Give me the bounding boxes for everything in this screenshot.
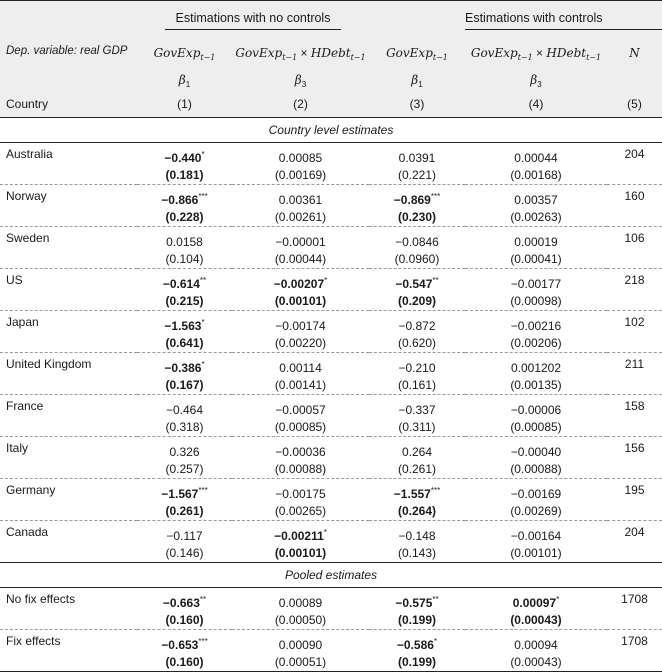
coefficient: −0.547 bbox=[395, 277, 433, 291]
estimate-cell bbox=[232, 630, 369, 672]
estimate-cell bbox=[369, 269, 465, 311]
standard-error: (0.228) bbox=[165, 210, 204, 224]
table-row bbox=[0, 479, 662, 521]
estimate-cell bbox=[369, 521, 465, 563]
estimate-cell bbox=[137, 395, 232, 437]
estimate-cell bbox=[465, 353, 607, 395]
table-row bbox=[0, 185, 662, 227]
standard-error: (0.00169) bbox=[274, 168, 327, 182]
observations: 1708 bbox=[621, 592, 648, 606]
coefficient: 0.00361 bbox=[278, 193, 323, 207]
variable-header-row bbox=[0, 35, 662, 92]
col1-header: GovExp$_{t-1}$ $\beta_1$ bbox=[153, 46, 216, 89]
estimate-cell bbox=[369, 437, 465, 479]
row-label: Germany bbox=[6, 483, 56, 497]
col3-header: GovExp$_{t-1}$ $\beta_1$ bbox=[386, 46, 448, 89]
col-number-1: (1) bbox=[137, 92, 232, 118]
significance-stars: * bbox=[556, 595, 560, 604]
col-number-4: (4) bbox=[465, 92, 607, 118]
estimate-cell bbox=[232, 311, 369, 353]
standard-error: (0.00085) bbox=[510, 420, 562, 434]
standard-error: (0.264) bbox=[397, 504, 437, 518]
standard-error: (0.00261) bbox=[274, 210, 327, 224]
coefficient: −0.663 bbox=[162, 596, 200, 610]
estimate-cell bbox=[232, 395, 369, 437]
significance-stars: * bbox=[201, 318, 205, 327]
coefficient: −0.00174 bbox=[275, 319, 326, 333]
coefficient: 0.00019 bbox=[514, 235, 558, 249]
coefficient: 0.326 bbox=[169, 445, 200, 459]
coefficient: −0.00006 bbox=[510, 403, 562, 417]
row-label: Italy bbox=[6, 441, 29, 455]
observations: 195 bbox=[624, 483, 645, 497]
standard-error: (0.160) bbox=[165, 655, 204, 669]
estimate-cell bbox=[137, 437, 232, 479]
estimate-cell bbox=[232, 479, 369, 521]
coefficient: −1.557 bbox=[393, 487, 431, 501]
significance-stars: *** bbox=[198, 486, 208, 495]
coefficient: −0.210 bbox=[398, 361, 436, 375]
coefficient: −1.563 bbox=[164, 319, 202, 333]
coefficient: −0.337 bbox=[398, 403, 436, 417]
coefficient: 0.00357 bbox=[514, 193, 558, 207]
coefficient: −0.00207 bbox=[273, 277, 325, 291]
standard-error: (0.00041) bbox=[510, 252, 562, 266]
standard-error: (0.143) bbox=[397, 546, 437, 560]
estimate-cell bbox=[137, 227, 232, 269]
country-label: Country bbox=[0, 92, 137, 118]
coefficient: 0.00094 bbox=[514, 638, 558, 652]
standard-error: (0.00101) bbox=[510, 546, 562, 560]
standard-error: (0.257) bbox=[165, 462, 204, 476]
estimate-cell bbox=[465, 185, 607, 227]
estimate-cell bbox=[137, 479, 232, 521]
estimate-cell bbox=[465, 269, 607, 311]
estimate-cell bbox=[369, 479, 465, 521]
significance-stars: ** bbox=[199, 276, 207, 285]
standard-error: (0.00098) bbox=[510, 294, 562, 308]
coefficient: −0.00164 bbox=[510, 529, 562, 543]
col2-header: GovExp$_{t-1}$ × HDebt$_{t-1}$ $\beta_3$ bbox=[235, 46, 366, 89]
coefficient: −0.386 bbox=[164, 361, 202, 375]
row-label: France bbox=[6, 399, 44, 413]
estimate-cell bbox=[137, 269, 232, 311]
estimate-cell bbox=[369, 143, 465, 185]
table-row bbox=[0, 269, 662, 311]
coefficient: −0.117 bbox=[166, 529, 203, 543]
section-header-pooled bbox=[0, 563, 662, 588]
row-label: Sweden bbox=[6, 231, 50, 245]
group-header-row bbox=[0, 1, 662, 36]
table-row bbox=[0, 395, 662, 437]
standard-error: (0.00263) bbox=[510, 210, 562, 224]
estimate-cell bbox=[465, 311, 607, 353]
group-no-controls: Estimations with no controls bbox=[137, 1, 369, 36]
standard-error: (0.209) bbox=[397, 294, 437, 308]
estimate-cell bbox=[465, 630, 607, 672]
table-row bbox=[0, 311, 662, 353]
table-row bbox=[0, 353, 662, 395]
col4-header: GovExp$_{t-1}$ × HDebt$_{t-1}$ $\beta_3$ bbox=[470, 46, 602, 89]
coefficient: 0.0391 bbox=[398, 151, 436, 165]
estimate-cell bbox=[465, 227, 607, 269]
standard-error: (0.00085) bbox=[274, 420, 327, 434]
estimate-cell bbox=[232, 437, 369, 479]
column-number-row bbox=[0, 92, 662, 118]
significance-stars: * bbox=[201, 360, 205, 369]
section-title: Country level estimates bbox=[0, 118, 662, 143]
observations: 204 bbox=[624, 525, 645, 539]
standard-error: (0.104) bbox=[165, 252, 204, 266]
observations: 1708 bbox=[621, 634, 648, 648]
standard-error: (0.00168) bbox=[510, 168, 562, 182]
table-row bbox=[0, 143, 662, 185]
table-body bbox=[0, 118, 662, 672]
observations: 204 bbox=[624, 147, 645, 161]
significance-stars: *** bbox=[198, 637, 208, 646]
dependent-variable-label: Dep. variable: real GDP bbox=[6, 45, 128, 57]
standard-error: (0.230) bbox=[397, 210, 437, 224]
row-label: Norway bbox=[6, 189, 47, 203]
coefficient: −0.00057 bbox=[275, 403, 326, 417]
row-label: US bbox=[6, 273, 23, 287]
standard-error: (0.620) bbox=[397, 336, 437, 350]
estimate-cell bbox=[369, 353, 465, 395]
significance-stars: ** bbox=[432, 595, 439, 604]
table-row bbox=[0, 227, 662, 269]
coefficient: 0.00085 bbox=[278, 151, 323, 165]
standard-error: (0.00265) bbox=[274, 504, 327, 518]
table-row bbox=[0, 588, 662, 630]
estimate-cell bbox=[232, 269, 369, 311]
significance-stars: *** bbox=[198, 192, 208, 201]
row-label: Japan bbox=[6, 315, 39, 329]
estimate-cell bbox=[232, 143, 369, 185]
coefficient: −0.575 bbox=[395, 596, 433, 610]
standard-error: (0.00043) bbox=[510, 613, 562, 627]
standard-error: (0.00101) bbox=[274, 294, 327, 308]
coefficient: −1.567 bbox=[161, 487, 199, 501]
col-number-3: (3) bbox=[369, 92, 465, 118]
coefficient: −0.00216 bbox=[510, 319, 562, 333]
coefficient: −0.00001 bbox=[275, 235, 326, 249]
estimate-cell bbox=[137, 185, 232, 227]
coefficient: −0.872 bbox=[398, 319, 436, 333]
estimate-cell bbox=[137, 311, 232, 353]
estimate-cell bbox=[232, 227, 369, 269]
significance-stars: *** bbox=[430, 192, 441, 201]
estimate-cell bbox=[137, 521, 232, 563]
col-number-2: (2) bbox=[232, 92, 369, 118]
row-label: United Kingdom bbox=[6, 357, 92, 371]
standard-error: (0.167) bbox=[165, 378, 204, 392]
coefficient: 0.264 bbox=[401, 445, 433, 459]
col-n-header: N bbox=[629, 46, 640, 60]
coefficient: −0.869 bbox=[393, 193, 431, 207]
observations: 156 bbox=[624, 441, 645, 455]
estimate-cell bbox=[137, 353, 232, 395]
coefficient: −0.00040 bbox=[510, 445, 562, 459]
coefficient: 0.00097 bbox=[512, 596, 557, 610]
standard-error: (0.181) bbox=[165, 168, 204, 182]
estimate-cell bbox=[465, 479, 607, 521]
estimate-cell bbox=[137, 630, 232, 672]
standard-error: (0.00088) bbox=[274, 462, 327, 476]
coefficient: −0.148 bbox=[398, 529, 436, 543]
standard-error: (0.318) bbox=[165, 420, 204, 434]
standard-error: (0.160) bbox=[165, 613, 204, 627]
coefficient: −0.00175 bbox=[275, 487, 326, 501]
standard-error: (0.00088) bbox=[510, 462, 562, 476]
coefficient: −0.464 bbox=[165, 403, 204, 417]
estimate-cell bbox=[465, 395, 607, 437]
observations: 211 bbox=[624, 357, 645, 371]
estimate-cell bbox=[465, 521, 607, 563]
coefficient: −0.440 bbox=[164, 151, 202, 165]
standard-error: (0.00206) bbox=[510, 336, 562, 350]
standard-error: (0.0960) bbox=[394, 252, 440, 266]
coefficient: −0.653 bbox=[161, 638, 199, 652]
standard-error: (0.00043) bbox=[510, 655, 562, 669]
standard-error: (0.00101) bbox=[274, 546, 327, 560]
standard-error: (0.00269) bbox=[510, 504, 562, 518]
estimate-cell bbox=[137, 143, 232, 185]
estimate-cell bbox=[369, 227, 465, 269]
section-header-country-level bbox=[0, 118, 662, 143]
coefficient: −0.00177 bbox=[510, 277, 562, 291]
coefficient: −0.866 bbox=[161, 193, 199, 207]
observations: 102 bbox=[624, 315, 645, 329]
coefficient: 0.00114 bbox=[279, 361, 322, 375]
row-label: Canada bbox=[6, 525, 49, 539]
coefficient: −0.586 bbox=[396, 638, 434, 652]
table-row bbox=[0, 437, 662, 479]
standard-error: (0.146) bbox=[165, 546, 204, 560]
standard-error: (0.641) bbox=[165, 336, 204, 350]
estimate-cell bbox=[232, 521, 369, 563]
estimate-cell bbox=[465, 437, 607, 479]
estimate-cell bbox=[465, 143, 607, 185]
standard-error: (0.00141) bbox=[274, 378, 327, 392]
coefficient: −0.0846 bbox=[395, 235, 439, 249]
group-controls: Estimations with controls bbox=[465, 1, 662, 36]
estimate-cell bbox=[369, 588, 465, 630]
coefficient: −0.614 bbox=[162, 277, 200, 291]
standard-error: (0.00051) bbox=[274, 655, 327, 669]
coefficient: −0.00036 bbox=[275, 445, 326, 459]
coefficient: 0.00089 bbox=[278, 596, 323, 610]
standard-error: (0.261) bbox=[165, 504, 204, 518]
significance-stars: * bbox=[323, 528, 327, 537]
standard-error: (0.00220) bbox=[274, 336, 327, 350]
coefficient: 0.00044 bbox=[514, 151, 558, 165]
table-row bbox=[0, 630, 662, 672]
estimate-cell bbox=[369, 630, 465, 672]
estimate-cell bbox=[232, 588, 369, 630]
estimate-cell bbox=[369, 395, 465, 437]
section-title: Pooled estimates bbox=[0, 563, 662, 588]
estimate-cell bbox=[232, 353, 369, 395]
standard-error: (0.199) bbox=[397, 613, 437, 627]
row-label: No fix effects bbox=[6, 592, 76, 606]
standard-error: (0.00135) bbox=[510, 378, 562, 392]
observations: 106 bbox=[624, 231, 645, 245]
standard-error: (0.161) bbox=[397, 378, 437, 392]
coefficient: −0.00169 bbox=[510, 487, 562, 501]
coefficient: −0.00211 bbox=[274, 529, 324, 543]
standard-error: (0.199) bbox=[397, 655, 437, 669]
table-row bbox=[0, 521, 662, 563]
standard-error: (0.221) bbox=[397, 168, 437, 182]
row-label: Fix effects bbox=[6, 634, 61, 648]
significance-stars: * bbox=[433, 637, 438, 646]
significance-stars: * bbox=[201, 150, 205, 159]
standard-error: (0.215) bbox=[165, 294, 204, 308]
row-label: Australia bbox=[6, 147, 53, 161]
observations: 218 bbox=[624, 273, 645, 287]
coefficient: 0.00090 bbox=[278, 638, 323, 652]
significance-stars: ** bbox=[199, 595, 207, 604]
standard-error: (0.00044) bbox=[274, 252, 327, 266]
standard-error: (0.00050) bbox=[274, 613, 327, 627]
estimate-cell bbox=[369, 185, 465, 227]
significance-stars: * bbox=[324, 276, 328, 285]
standard-error: (0.261) bbox=[397, 462, 437, 476]
col-number-5: (5) bbox=[607, 92, 662, 118]
estimate-cell bbox=[137, 588, 232, 630]
observations: 158 bbox=[624, 399, 645, 413]
significance-stars: *** bbox=[430, 486, 441, 495]
observations: 160 bbox=[624, 189, 645, 203]
coefficient: 0.0158 bbox=[166, 235, 203, 249]
estimate-cell bbox=[369, 311, 465, 353]
estimate-cell bbox=[465, 588, 607, 630]
estimate-cell bbox=[232, 185, 369, 227]
standard-error: (0.311) bbox=[398, 420, 436, 434]
significance-stars: ** bbox=[432, 276, 439, 285]
coefficient: 0.001202 bbox=[510, 361, 562, 375]
